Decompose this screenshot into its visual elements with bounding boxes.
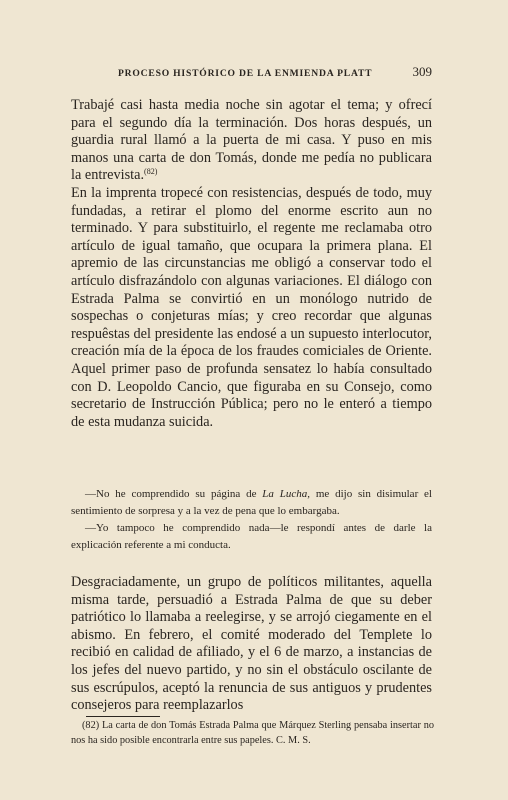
main-text-continued bbox=[71, 574, 432, 715]
quote-line-1-start: —No he comprendido su página de bbox=[85, 488, 263, 500]
page-header bbox=[118, 64, 432, 80]
quote-line-1 bbox=[71, 486, 432, 520]
quote-line-1-end: me dijo sin disimular el sentimiento de sorpresa y a la vez de pena que lo embargaba. bbox=[71, 488, 432, 517]
paragraph-1 bbox=[71, 97, 432, 185]
paragraph-1-text: Trabajé casi hasta media noche sin agotar el tema; y ofrecí para el segundo día la terminación. Dos horas después, un guardia rural llamó a la puerta de mi casa. Y puso en mis manos una carta de don Tomás, donde me pedía no publicara la entrevista. bbox=[71, 97, 432, 184]
footnote-divider bbox=[86, 716, 160, 717]
main-text bbox=[71, 97, 432, 431]
page-number: 309 bbox=[412, 64, 432, 79]
paragraph-3: Desgraciadamente, un grupo de políticos militantes, aquella misma tarde, persuadió a Estrada Palma de que su deber patriótico lo llamaba a reelegirse, y se arrojó ciegamente en el abismo. En febrero, el comité moderado del Templete lo recibió en calidad de afiliado, y el 6 de marzo, a instancias de los jefes del nuevo partido, y no sin el obstáculo oscilante de sus escrúpulos, aceptó la renuncia de sus antiguos y prudentes consejeros para reemplazarlos bbox=[71, 574, 432, 714]
running-head: PROCESO HISTÓRICO DE LA ENMIENDA PLATT bbox=[118, 68, 373, 79]
paragraph-2: En la imprenta tropecé con resistencias, después de todo, muy fundadas, a retirar el plomo del enorme escrito aun no terminado. Y para substituirlo, el regente me reclamaba otro artículo de igual tamaño, que ocupara la primera plana. El apremio de las circunstancias me obligó a conservar todo el artículo disfrazándolo con algunas variaciones. El diálogo con Estrada Palma se convirtió en un monólogo nutrido de sospechas o conjeturas mías; y creo recordar que algunas respuêstas del presidente las endosé a un supuesto interlocutor, creación mía de la época de los fraudes comiciales de Oriente. Aquel primer paso de profunda sensatez lo había consultado con D. Leopoldo Cancio, que figuraba en su Consejo, como secretario de Instrucción Pública; pero no le enteró a tiempo de esta mudanza suicida. bbox=[71, 184, 432, 430]
footnote bbox=[71, 718, 434, 748]
footnote-82: (82) La carta de don Tomás Estrada Palma que Márquez Sterling pensaba insertar no nos ha sido posible encontrarla entre sus papeles. C. M. S. bbox=[71, 720, 434, 746]
dialogue-quote bbox=[71, 486, 432, 554]
quote-line-2: —Yo tampoco he comprendido nada—le respondí antes de darle la explicación referente a mi conducta. bbox=[71, 522, 432, 551]
newspaper-title: La Lucha, bbox=[262, 488, 310, 500]
footnote-ref: (82) bbox=[144, 167, 158, 177]
